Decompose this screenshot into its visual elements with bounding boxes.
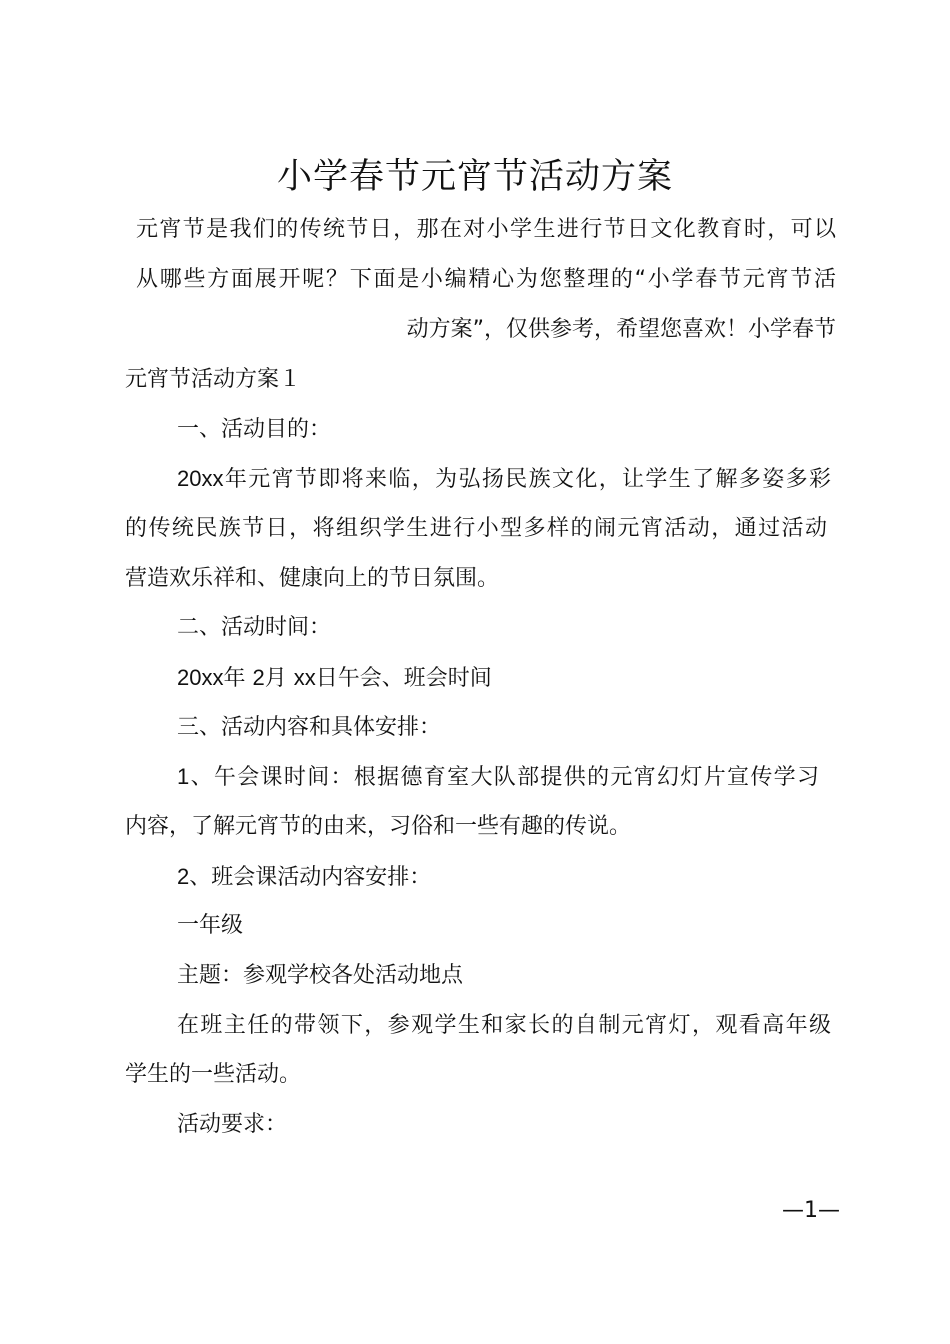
time-month-suffix: 月 (264, 666, 287, 691)
content-heading: 三、活动内容和具体安排： (177, 715, 442, 740)
purpose-line-3: 营造欢乐祥和、健康向上的节日氛围。 (125, 566, 500, 591)
time-day-suffix: 日午会、班会时间 (315, 666, 492, 691)
item1-number: 1 (177, 764, 190, 789)
grade-label: 一年级 (177, 913, 244, 938)
intro-line-3: 动方案”，仅供参考，希望您喜欢！小学春节 (406, 317, 836, 342)
item1-line-2: 内容，了解元宵节的由来，习俗和一些有趣的传说。 (125, 814, 632, 839)
item1-line-1-text: 、午会课时间：根据德育室大队部提供的元宵幻灯片宣传学习 (189, 765, 819, 790)
intro-line-1: 元宵节是我们的传统节日，那在对小学生进行节日文化教育时，可以 (136, 217, 836, 242)
page-number: —1— (782, 1198, 840, 1223)
time-heading: 二、活动时间： (177, 615, 332, 640)
purpose-line-1 (177, 464, 831, 495)
purpose-year: 20xx (177, 466, 224, 491)
time-line (177, 663, 492, 694)
item1-line-1 (177, 762, 819, 793)
document-title: 小学春节元宵节活动方案 (276, 157, 673, 197)
intro-line-4: 元宵节活动方案１ (125, 367, 302, 392)
visit-line-2: 学生的一些活动。 (125, 1062, 302, 1087)
item2-number: 2 (177, 864, 190, 889)
purpose-line-2: 的传统民族节日，将组织学生进行小型多样的闹元宵活动，通过活动 (125, 516, 827, 541)
time-year: 20xx (177, 665, 224, 690)
requirements-label: 活动要求： (177, 1112, 288, 1137)
theme-line: 主题：参观学校各处活动地点 (177, 963, 464, 988)
time-month: 2 (252, 665, 265, 690)
intro-line-2: 从哪些方面展开呢？下面是小编精心为您整理的“小学春节元宵节活 (136, 267, 836, 292)
time-day: xx (293, 665, 316, 690)
item2-text: 、班会课活动内容安排： (189, 865, 432, 890)
purpose-line-1-text: 年元宵节即将来临，为弘扬民族文化，让学生了解多姿多彩 (223, 467, 831, 492)
item2-line (177, 862, 431, 893)
time-year-suffix: 年 (223, 666, 246, 691)
visit-line-1: 在班主任的带领下，参观学生和家长的自制元宵灯，观看高年级 (177, 1013, 831, 1038)
purpose-heading: 一、活动目的： (177, 417, 332, 442)
